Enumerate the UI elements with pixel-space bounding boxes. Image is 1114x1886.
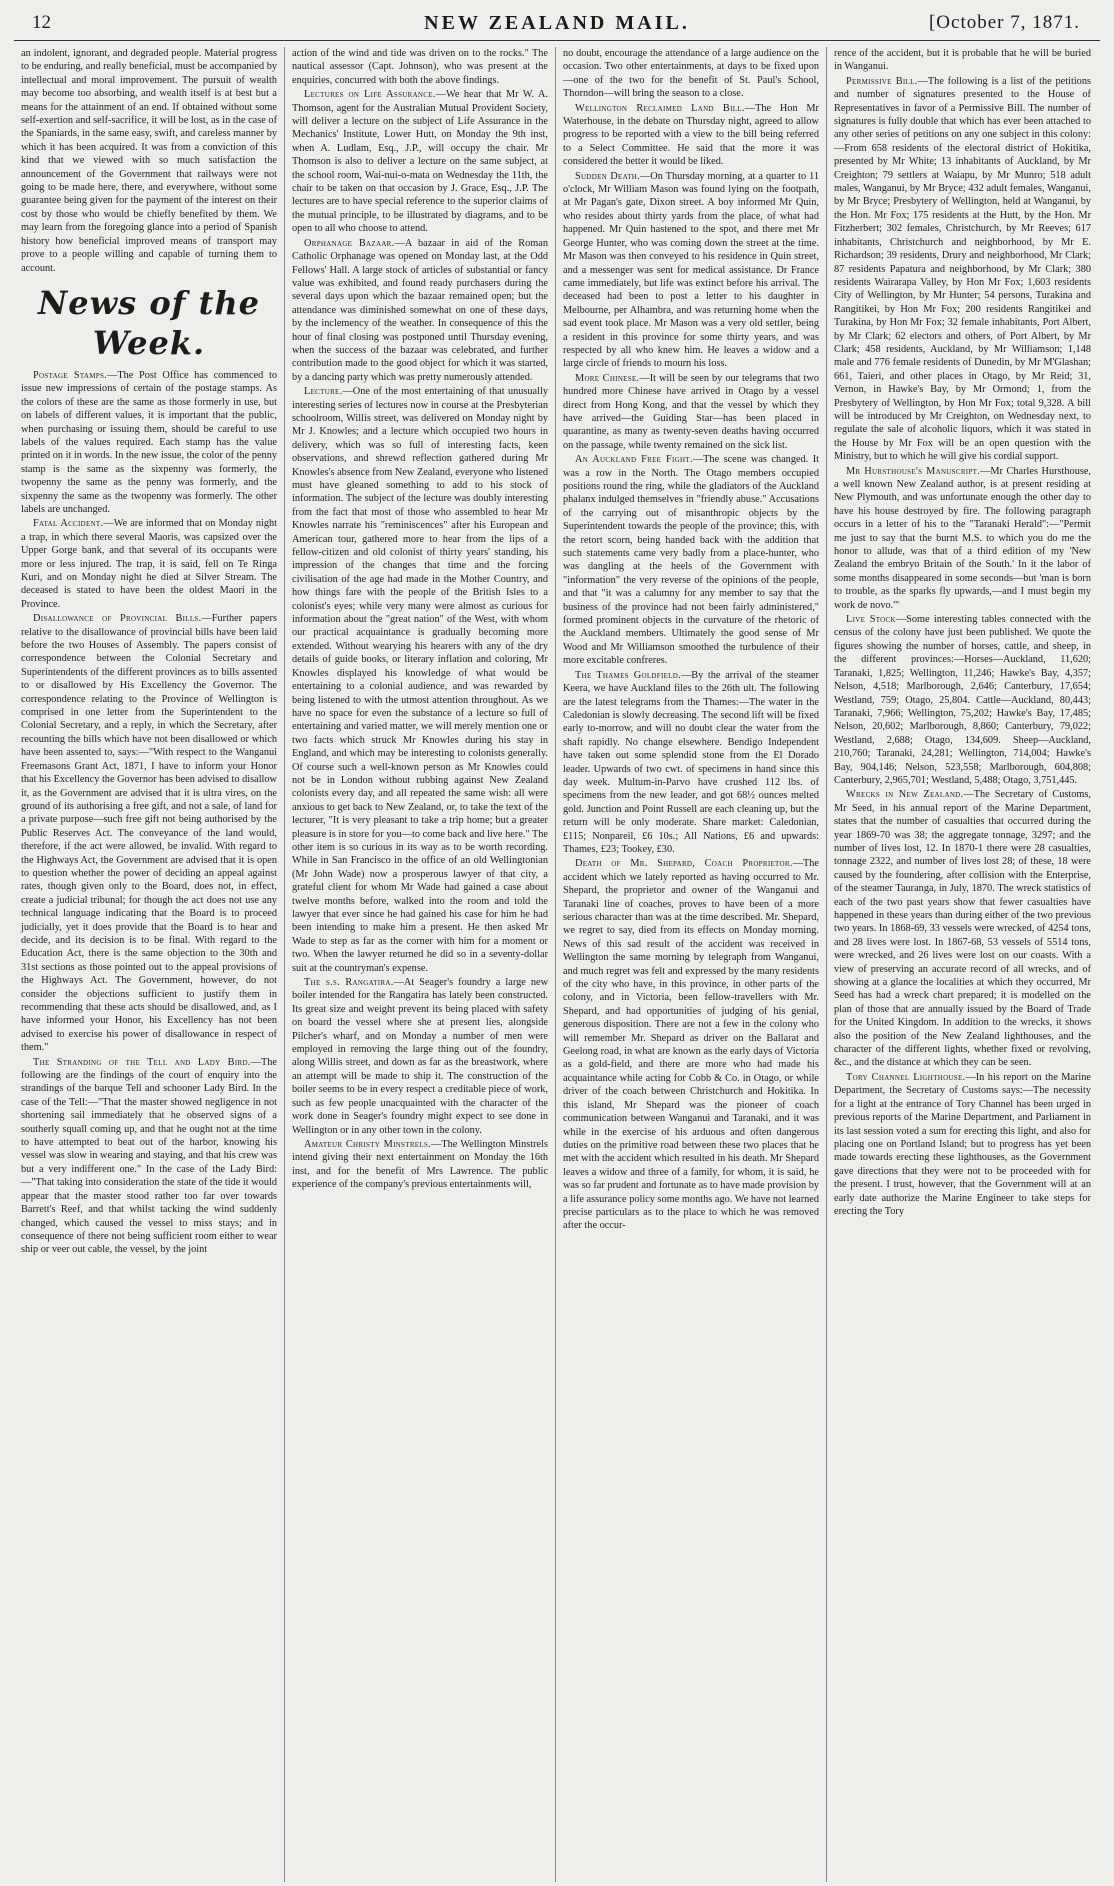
article-body: —The Secretary of Customs, Mr Seed, in his annual report of the Marine Department, states that the number of casualties that occurred during the year 1869-70 was 38; the aggregate tonnage, 3297; and the number of lives lost, 12. In 1870-1 there were 28 casualties, tonnage 2322, and number of lives lost 28; of these, 18 were caused by the foundering, after collision with the Enterprise, of the steamer Tauranga, in July, 1870. The wreck statistics of each of the two past years show that fewer casualties have happened in these years than during either of the two previous two years. In 1868-69, 33 vessels were wrecked, of 4254 tons, and 28 lives were lost. In 1867-68, 53 vessels of 5514 tons, were wrecked, and 26 lives were lost on our coasts. With a view of preserving an accurate record of all wrecks, and of showing at a glance the localities at which they occurred, Mr Seed has had a wreck chart prepared; it is modelled on the plan of those that are annually issued by the Board of Trade for the United Kingdom. In addition to the wrecks, it shows also the position of the New Zealand lighthouses, and the character of the different lights, whether fixed or revolving, &c., and the distance at which they can be seen. [834,789,1091,1069]
article-headline: Orphanage Bazaar. [304,237,395,249]
column-1 [14,47,285,1882]
article-tory-channel [834,1071,1091,1218]
article-more-chinese [563,372,819,452]
article-headline: Death of Mr. Shepard, Coach Proprietor. [575,858,793,870]
article-body: —We are informed that on Monday night a trap, in which there several Maoris, was capsized over the Upper Gorge bank, and that several of its occupants were more or less injured. The trap, it is said, fell on Te Ringa Kuri, and on Monday night he died at Silver Stream. The deceased is stated to have been the oldest Maori in the Province. [21,518,277,610]
article-body: —The accident which we lately reported as having occurred to Mr. Shepard, the proprietor and owner of the Wanganui and Taranaki line of coaches, proves to have been of a more serious character than was at the time described. Mr. Shepard, we regret to say, died from its effects on Monday morning. News of this sad result of the accident was received in Wellington the same morning by telegraph from Wanganui, and much regret was felt and expressed by the many residents of the city who have, in this province, in other parts of the colony, and in Victoria, been fellow-travellers with Mr. Shepard, and had opportunities of judging of his genial, generous disposition. There are not a few in the colony who will remember Mr. Shepard as driver on the Ballarat and Geelong road, in what are known as the early days of Victoria as a gold-field, and there are more who had made his acquaintance while acting for Cobb & Co. in Otago, or while driver of the coach between Christchurch and Hokitika. In this island, Mr Shepard was the pioneer of coach communication between Wanganui and Taranaki, and it was while in the exercise of his arduous and often dangerous duties on the primitive road between these two places that he met with the accident which resulted in his death. Mr Shepard leaves a widow and three of a family, for whom, it is said, he was so far prudent and fortunate as to have made provision by a life assurance policy some months ago. We have not learned precise particulars as to the place to which he was removed after the occur- [563,858,819,1232]
columns [14,47,1100,1882]
column-3 [556,47,827,1882]
article-headline: Permissive Bill. [846,75,918,87]
article-continuation: action of the wind and tide was driven on to the rocks." The nautical assessor (Capt. Johnson), who was present at the enquiries, concurred with both the above findings. [292,48,548,86]
article-headline: Live Stock [846,614,896,626]
article-intro: an indolent, ignorant, and degraded people. Material progress to be enduring, and really beneficial, must be accompanied by intellectual and moral improvement. The pursuit of wealth may become too absorbing, and wealth itself is at best but a means for the attainment of an end. If obtained without some self-exertion and self-sacrifice, it will be lost, as in the case of the Spaniards, in the same easy, swift, and careless manner by which it has been acquired. It was from a conviction of this kind that we viewed with so much satisfaction the announcement of the Government that railways were not going to be made here, there, and everywhere, without some guarantee being given for the payment of the interest on their cost by those who would be chiefly benefited by them. We may learn from the foregoing glance into a period of Spanish history how beneficial improved means of transport may prove to a people willing and capable of turning them to account. [21,48,277,274]
article-headline: Amateur Christy Minstrels. [304,1138,432,1150]
article-body: —The Post Office has commenced to issue new impressions of certain of the postage stamps. As the colors of these are the same as those formerly in use, but on labels of different values, it is important that the public, when purchasing or issuing them, should be careful to use labels of the values required. Each stamp has the value printed on it in words. In the new issue, the color of the penny stamp is the same as the sixpenny was formerly, the twopenny the same as the penny was formerly, and the sixpenny the same as the twopenny was formerly. The other labels are unchanged. [21,369,277,515]
article-headline: Fatal Accident. [33,518,104,530]
article-postage-stamps [21,369,277,516]
issue-date: [October 7, 1871. [928,12,1080,33]
article-christy-minstrels [292,1138,548,1192]
newspaper-title: NEW ZEALAND MAIL. [424,12,690,34]
article-sudden-death [563,170,819,371]
article-live-stock [834,613,1091,787]
article-body: —The following are the findings of the court of enquiry into the strandings of the barque Tell and schooner Lady Bird. In the case of the Tell:—"That the master showed negligence in not shortening sail immediately that he observed signs of a southerly squall coming up, and that he ought not at the time to have attempted to beat out of the harbor, knowing his vessel was slow in wearing and staying, and that his crew was but a very indifferent one." In the case of the Lady Bird:—"That taking into consideration the state of the tide it would appear that the master stood rather too far over towards Barrett's Reef, and that whilst tacking the wind suddenly changed, which caused the vessel to miss stays; and in consequence of there not being sufficient room either to wear ship or veer out cable, the vessel, by the joint [21,1056,277,1256]
article-body: —On Thursday morning, at a quarter to 11 o'clock, Mr William Mason was found lying on the footpath, at Mr Pagan's gate, Dixon street. A boy informed Mr Quin, who resides about thirty yards from the place, of what had happened. Mr Quin hastened to the spot, and there met Mr George Hunter, who was coming down the street at the time. Mr Mason was then conveyed to his residence in Quin street, and a messenger was sent for medical assistance. Dr France came immediately, but life was extinct before his arrival. The deceased had been to post a letter to his daughter in Melbourne, per Alhambra, and was returning home when the sad event took place. Mr Mason was a very old settler, being a resident in this province for some thirty years, and was respected by all who knew him. He leaves a widow and a large circle of friends to mourn his loss. [563,170,819,370]
article-headline: An Auckland Free Fight. [575,454,693,466]
article-continuation: no doubt, encourage the attendance of a large audience on the occasion. Two other entertainments, at days to be fixed upon—one of the two for the benefit of St. Paul's School, Thorndon—will bring the season to a close. [563,48,819,100]
article-headline: Sudden Death. [575,170,640,182]
article-fatal-accident [21,517,277,611]
article-body: —It will be seen by our telegrams that two hundred more Chinese have arrived in Otago by a vessel direct from Hong Kong, and that the vessel by which they have arrived—the Guiding Star—has been placed in quarantine, as many as twenty-seven deaths having occurred on the passage, while twenty remained on the sick list. [563,372,819,451]
article-headline: More Chinese. [575,372,640,384]
article-headline: Mr Hursthouse's Manuscript. [846,465,981,477]
article-headline: Disallowance of Provincial Bills. [33,613,202,625]
column-2 [285,47,556,1882]
article-body: —The Hon Mr Waterhouse, in the debate on Thursday night, agreed to allow progress to be reported with a view to the bill being referred to a Select Committee. He said that the more it was considered the better it would be liked. [563,102,819,168]
article-rangatira [292,976,548,1137]
masthead [14,10,1100,41]
article-body: —Further papers relative to the disallowance of provincial bills have been laid before the two Houses of Assembly. The papers consist of correspondence between the Colonial Secretary and Superintendents of the different provinces as to bills assented to or disallowed by His Excellency the Governor. The correspondence relating to the Province of Wellington is comprised in one letter from the Superintendent to the Colonial Secretary, and a reply, in which the Secretary, after recounting the bills which have not been disallowed or which have been assented to, says:—"With respect to the Wanganui Freemasons Grant Act, 1871, I have to inform your Honor that his Excellency the Governor has been advised to disallow it, as the Government are advised that it is ultra vires, on the ground of its authorising a free gift, and not a sale, of land for a private purpose—such free gift not being authorised by the Public Reserves Act. The conveyance of the land would, therefore, if the act were allowed, be invalid. With regard to the Highways Act, the Government are advised that it is open to question whether the power of deciding an appeal against rates, though given only to the Board, does not, in effect, create a judicial tribunal; for though the act does not use any technical language indicating that the Board is to proceed judicially, yet it does provide that the Board is to hear and decide, and its decision is to be final. With regard to the Education Act, there is the same objection to the 30th and 31st sections as those pointed out to the appeal provisions of the Highways Act. The Government, however, do not consider the objections sufficient to justify them in recommending that these acts should be disallowed, and, as I have informed your Honor, his Excellency has not been advised to exercise his power of disallowance in respect of them." [21,613,277,1054]
article-body: —By the arrival of the steamer Keera, we have Auckland files to the 26th ult. The following are the latest telegrams from the Thames:—The water in the Caledonian is slowly decreasing. The second lift will be fixed early to-morrow, and will no doubt clear the water from the shaft rapidly. No change elsewhere. Bendigo Independent have taken out some splendid stone from the El Dorado leader. Upwards of two cwt. of specimens in hand since this day week. Multum-in-Parvo have crushed 112 lbs. of specimens from the new leader, and got 68½ ounces melted gold. Junction and Point Russell are each cleaning up, but the return will be only moderate. Share market: Caledonian, £115; Nonpareil, £6 10s.; All Nations, £6 and upwards: Thames, £23; Tookey, £30. [563,669,819,855]
article-hursthouse [834,465,1091,612]
article-free-fight [563,453,819,668]
article-orphanage-bazaar [292,237,548,384]
article-body: —At Seager's foundry a large new boiler intended for the Rangatira has lately been constructed. Its great size and weight prevent its being placed with safety on board the vessel where she at present lies, alongside Pilcher's wharf, and on Monday a number of men were employed in removing the large thing out of the foundry, along Willis street, and down as far as the breastwork, where an attempt will be made to ship it. The construction of the boiler seems to be in every respect a creditable piece of work, such as few people unacquainted with the character of the work done in Seager's foundry might expect to see done in Wellington or in any other town in the colony. [292,977,549,1136]
article-headline: Wellington Reclaimed Land Bill. [575,102,745,114]
article-body: —The Wellington Minstrels intend giving their next entertainment on Monday the 16th inst, and for the benefit of Mrs Lawrence. The public experience of the company's previous entertainments will, [292,1138,548,1191]
column-4 [827,47,1098,1882]
article-body: —The following is a list of the petitions and number of signatures presented to the House of Representatives in favor of a Permissive Bill. The number of signatures is fully double that which has ever been attached to any other series of petitions on any one subject in this colony:—From 658 residents of the electoral district of Hokitika, presented by Mr White; 13 inhabitants of Auckland, by Mr Creighton; 79 settlers at Waiapu, by Mr Munro; 518 adult males, Wanganui, by Mr Bryce; 432 adult females, Wanganui, by Mr Bryce; Presbytery of Wellington, held at Wanganui, by the Hon. Mr Fox; 175 residents at the Hutt, by the Hon. Mr Fitzherbert; 302 females, Christchurch, by Mr Reeves; 617 inhabitants, Christchurch and neighborhood, by Mr E. Richardson; 39 residents, Drury and neighborhood, Mr Clark; 87 residents Papatura and neighborhood, by Mr Clark; 380 residents Wairarapa Valley, by Hon Mr Fox; 1,603 residents City of Wellington, by Mr Hunter; 54 persons, Turakina and Rangitikei, by Hon Mr Fox; 200 residents Rangitikei and Turakina, by Hon Mr Fox; 32 female inhabitants, Port Albert, by Mr Clark; 62 electors and others, of Port Albert, by Mr Clark; 458 residents, Auckland, by Mr Williamson; 1,148 male and 776 female residents of Dunedin, by Mr M'Glashan; 661, Taieri, and other places in Otago, by Mr Reid; 31, Vernon, in Hawke's Bay, by Mr Ormond; 1, from the Presbytery of Wellington, by Hon Mr Fox; total 9,328. A bill will be introduced by Mr Creighton, on Wednesday next, to regulate the sale of alcoholic liquors, which it was stated in the House by Mr Fox will be an open question with the Ministry, but to which he will give his cordial support. [834,75,1091,463]
article-thames-goldfield [563,669,819,857]
article-body: —The scene was changed. It was a row in the North. The Otago members occupied positions round the ring, while the gladiators of the Auckland phalanx indulged themselves in "friendly abuse." Accusations of the carrying out of misanthropic objects by the Superintendent towards the people of the province; this, with the retort scorn, being handed back with the addition that such statements came very badly from a place-hunter, who was dangling at the heels of the Government with "information" the very reverse of the opinions of the people, and that "it was a calumny for any member to say that the business of the province had not been fairly administered," formed prominent objects in the curvature of the rhetoric of the Auckland members. Ultimately the good sense of Mr Wood and Mr Williamson smoothed the turbulence of their more excitable confreres. [563,454,820,667]
article-stranding [21,1056,277,1257]
article-lecture [292,385,548,975]
section-title: News of the Week. [38,283,260,362]
article-body: —A bazaar in aid of the Roman Catholic Orphanage was opened on Monday last, at the Odd Fellows' Hall. A large stock of articles of substantial or fancy value was exhibited, and found ready purchasers during the several days upon which the bazaar remained open; but the attendance was diminished somewhat on one of these days, by the inclemency of the weather. In consequence of this the hour of final closing was postponed until Thursday evening, when the success of the bazaar was celebrated, and further contribution made to the good object for which it was started, by a dancing party which was pretty numerously attended. [292,237,548,383]
article-wrecks [834,788,1091,1070]
article-headline: The s.s. Rangatira. [304,977,394,989]
article-death-shepard [563,857,819,1232]
article-headline: Postage Stamps. [33,369,108,381]
article-headline: Lecture. [304,386,343,398]
page-number: 12 [32,12,51,33]
article-headline: Tory Channel Lighthouse. [846,1071,966,1083]
article-continuation: rence of the accident, but it is probable that he will be buried in Wanganui. [834,48,1091,73]
article-life-assurance [292,88,548,235]
article-body: —In his report on the Marine Department, the Secretary of Customs says:—The necessity for a light at the entrance of Tory Channel has been urged in previous reports of the Marine Department, and Parliament in its last session voted a sum for erecting this light, and also for placing one on Portland Island; but to progress has yet been made towards erecting these lighthouses, as the Government gave directions that they were not to be proceeded with for the present. I trust, however, that the Government will at an early date authorize the Marine Engineer to take steps for erecting the Tory [834,1071,1091,1217]
article-body: —One of the most entertaining of that unusually interesting series of lectures now in course at the Presbyterian schoolroom, Willis street, was delivered on Monday night by Mr J. Knowles; and a lecture which occupied two hours in delivery, which was so full of interesting facts, keen observations, and shrewd reflection gathered during Mr Knowles's absence from New Zealand, everyone who listened must have gleaned something to add to his stock of information. The subject of the lecture was doubly interesting from the fact that most of those who assembled to hear Mr Knowles narrate his "reminiscences" after his European and American tour, gathered more to hear from the lips of a fellow-citizen and old colonist of thirty years' standing, his impression of the changes that time and the forcing civilisation of the age had made in the Mother Country, and how things fare with the people of the British Isles to a colonist's eyes; while very many were almost as curious for information about the "great nation" of the West, with whom our practical acquaintance is gradually becoming more extended. Without wearying his hearers with any of the dry details of guide books, or literary inflation and coloring, Mr Knowles displayed his knowledge of what would be entertaining to a colonial audience, and was rewarded by being listened to with the utmost attention throughout. As we have no space for even the substance of a lecture so full of entertaining and varied matter, we will merely mention one or two facts which struck Mr Knowles during his stay in England, and which may be interesting to colonists generally. Of course such a well-known person as Mr Knowles could not be in London without rubbing against New Zealand colonists every day, and all repeated the same wish: all were anxious to get back to New Zealand, or, to take the text of the lecturer, "It is very pleasant to take a trip home; but a greater pleasure is in store for you—to come back and live here." The other item is so curious in its way as to be worth recording. While in San Francisco in the office of an old Wellingtonian (Mr John Wade) now a prosperous lawyer of that city, a grateful client for whom Mr Wade had gained a case about twelve months before, walked into the room and told the lawyer that ever since he had gained his case for him he had been intending to make him a present. He then asked Mr Wade to step as far as the corner with him for a moment or two. When the lawyer returned he did so in a seventy-dollar suit at the countryman's expense. [292,386,548,974]
article-headline: The Stranding of the Tell and Lady Bird. [33,1056,251,1068]
article-body: —We hear that Mr W. A. Thomson, agent for the Australian Mutual Provident Society, will deliver a lecture on the subject of Life Assurance in the Mechanics' Institute, Lower Hutt, on Monday the 9th inst, when A. Ludlam, Esq., J.P., will occupy the chair. Mr Thomson is also to deliver a lecture on the same subject, at the school room, Wai-nui-o-mata on Wednesday the 11th, the chair to be taken on that occasion by J. Grace, Esq., J.P. The lectures are to have special reference to the superior claims of the mutual principle, to be illustrated by diagrams, and to be open to all who choose to attend. [292,89,548,235]
article-reclaimed-land [563,102,819,169]
article-permissive-bill [834,75,1091,464]
article-body: —Some interesting tables connected with the census of the colony have just been published. We quote the figures showing the number of horses, cattle, and sheep, in the different provinces:—Horses—Auckland, 11,620; Taranaki, 1,825; Wellington, 11,246; Hawke's Bay, 4,357; Nelson, 4,518; Marlborough, 2,646; Canterbury, 17,654; Westland, 759; Otago, 25,804. Cattle—Auckland, 80,443; Taranaki, 7,966; Wellington, 75,202; Hawke's Bay, 17,485; Nelson, 20,602; Marlborough, 8,860; Canterbury, 79,022; Westland, 2,688; Otago, 134,609. Sheep—Auckland, 210,760; Taranaki, 24,281; Wellington, 714,004; Hawke's Bay, 904,146; Nelson, 523,558; Marlborough, 604,808; Canterbury, 2,965,701; Westland, 5,488; Otago, 3,751,445. [834,614,1092,786]
article-headline: Lectures on Life Assurance. [304,89,436,101]
article-disallowance [21,612,277,1054]
article-headline: The Thames Goldfield. [575,669,681,681]
article-body: —Mr Charles Hursthouse, a well known New Zealand author, is at present residing at New Plymouth, and was unfortunate enough the other day to have his house destroyed by fire. The following paragraph occurs in a letter of his to the "Taranaki Herald":—"Permit me just to say that the burnt M.S. to which you do me the honor to allude, was that of a third edition of my 'New Zealand the embryo Britain of the South.' In it the labor of some months disappeared in some seconds—but 'man is born to trouble, as the sparks fly upwards,—and I must begin my work de novo.'" [834,465,1091,611]
article-headline: Wrecks in New Zealand. [846,789,964,801]
